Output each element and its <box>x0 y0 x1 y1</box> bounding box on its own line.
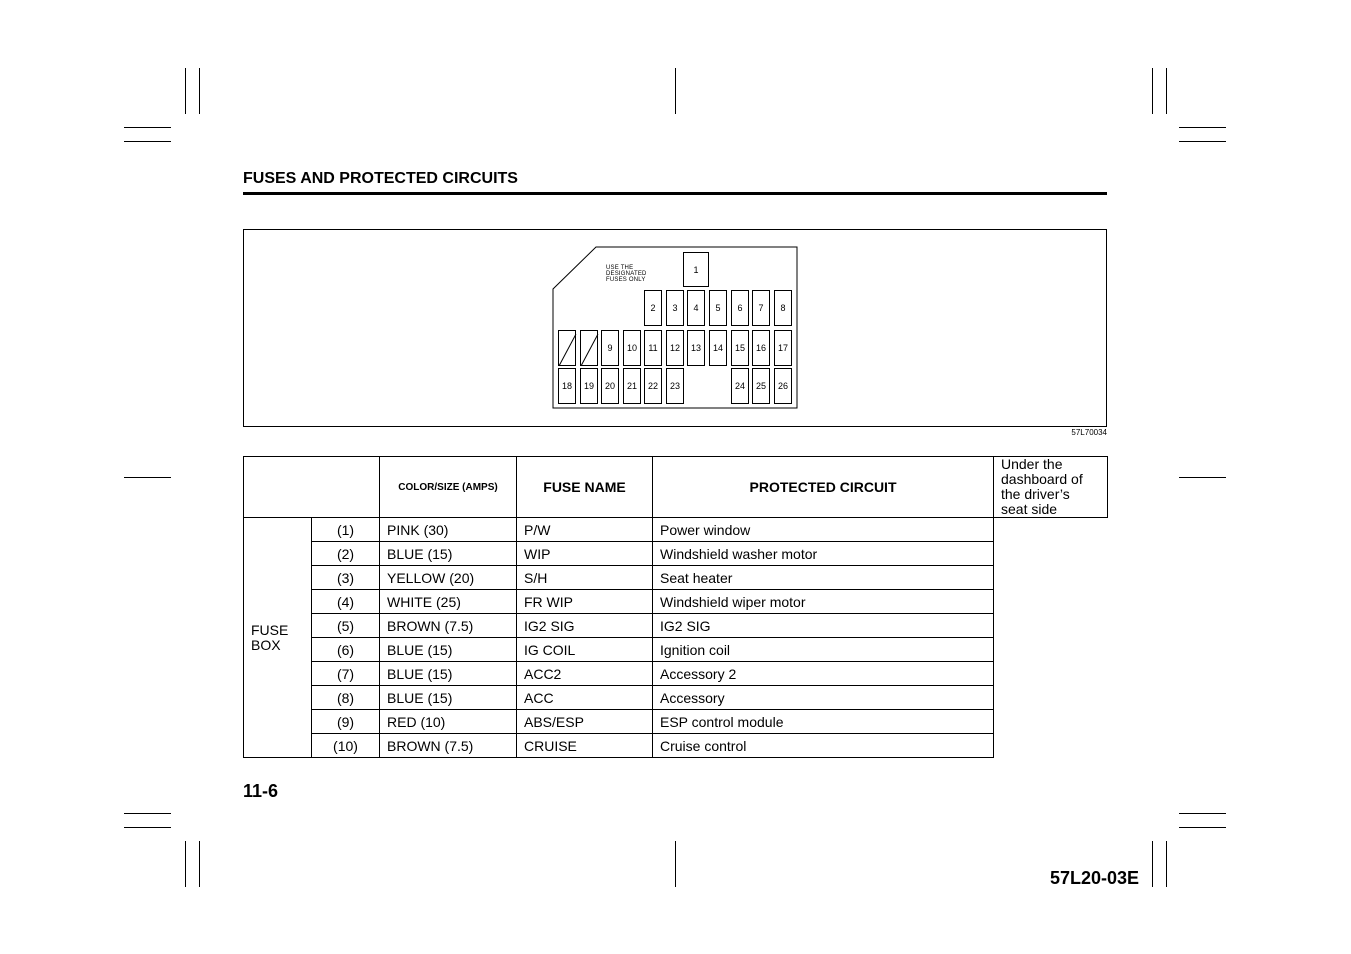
fuse-slot-19: 19 <box>580 368 598 404</box>
relay-slot <box>558 330 576 366</box>
fuse-slot-20: 20 <box>601 368 619 404</box>
fuse-slot-21: 21 <box>623 368 641 404</box>
fuse-slot-26: 26 <box>774 368 792 404</box>
fuse-number: (7) <box>312 662 380 686</box>
fuse-slot-8: 8 <box>774 290 792 326</box>
fuse-slot-1: 1 <box>683 252 709 287</box>
fuse-slot-11: 11 <box>644 330 662 366</box>
table-row <box>244 566 1108 590</box>
figure-code: 57L70034 <box>1071 428 1107 437</box>
fuse-circuit: Seat heater <box>653 566 994 590</box>
fuse-slot-16: 16 <box>752 330 770 366</box>
fuse-slot-13: 13 <box>687 330 705 366</box>
fuse-slot-10: 10 <box>623 330 641 366</box>
fuse-name: IG COIL <box>517 638 653 662</box>
fuse-name: FR WIP <box>517 590 653 614</box>
fuse-name: P/W <box>517 518 653 542</box>
fuse-number: (3) <box>312 566 380 590</box>
fuse-number: (8) <box>312 686 380 710</box>
fuse-name: WIP <box>517 542 653 566</box>
document-code: 57L20-03E <box>1050 868 1140 888</box>
location-cell: Under the dashboard of the driver’s seat side <box>994 457 1108 518</box>
fuse-warning-label: USE THE DESIGNATED FUSES ONLY <box>606 265 647 283</box>
fuse-color: PINK (30) <box>380 518 517 542</box>
fuse-box-figure <box>243 229 1107 427</box>
fuse-slot-5: 5 <box>709 290 727 326</box>
header-blank <box>244 457 380 518</box>
fuse-slot-15: 15 <box>731 330 749 366</box>
fuse-circuit: Windshield wiper motor <box>653 590 994 614</box>
page-number: 11-6 <box>243 781 279 801</box>
fuse-circuit: IG2 SIG <box>653 614 994 638</box>
title-rule <box>243 192 1107 195</box>
fuse-name: ABS/ESP <box>517 710 653 734</box>
table-row <box>244 518 1108 542</box>
fuse-slot-24: 24 <box>731 368 749 404</box>
fuse-slot-12: 12 <box>666 330 684 366</box>
fuse-number: (9) <box>312 710 380 734</box>
fuse-name: S/H <box>517 566 653 590</box>
fuse-number: (4) <box>312 590 380 614</box>
fuse-slot-22: 22 <box>644 368 662 404</box>
fuse-name: ACC2 <box>517 662 653 686</box>
fuse-circuit: Ignition coil <box>653 638 994 662</box>
fuse-color: BLUE (15) <box>380 542 517 566</box>
table-row <box>244 542 1108 566</box>
fuse-slot-6: 6 <box>731 290 749 326</box>
fuse-slot-2: 2 <box>644 290 662 326</box>
table-row <box>244 734 1108 758</box>
fuse-slot-7: 7 <box>752 290 770 326</box>
header-color-size: COLOR/SIZE (AMPS) <box>380 457 517 518</box>
fuse-box-label: FUSE BOX <box>244 518 312 758</box>
fuse-number: (5) <box>312 614 380 638</box>
fuse-number: (1) <box>312 518 380 542</box>
fuse-slot-17: 17 <box>774 330 792 366</box>
fuse-color: BLUE (15) <box>380 686 517 710</box>
fuse-name: CRUISE <box>517 734 653 758</box>
table-row <box>244 710 1108 734</box>
fuse-circuit: Accessory 2 <box>653 662 994 686</box>
fuse-slot-4: 4 <box>687 290 705 326</box>
fuse-number: (6) <box>312 638 380 662</box>
fuse-circuit: Power window <box>653 518 994 542</box>
fuse-color: BROWN (7.5) <box>380 734 517 758</box>
fuse-slot-14: 14 <box>709 330 727 366</box>
fuse-color: BROWN (7.5) <box>380 614 517 638</box>
relay-slot <box>580 330 598 366</box>
fuse-slot-18: 18 <box>558 368 576 404</box>
fuse-name: ACC <box>517 686 653 710</box>
fuse-color: YELLOW (20) <box>380 566 517 590</box>
section-title: FUSES AND PROTECTED CIRCUITS <box>243 170 518 187</box>
fuse-color: BLUE (15) <box>380 638 517 662</box>
fuse-table <box>243 456 1108 758</box>
fuse-slot-9: 9 <box>601 330 619 366</box>
fuse-slot-23: 23 <box>666 368 684 404</box>
fuse-circuit: Windshield washer motor <box>653 542 994 566</box>
fuse-number: (2) <box>312 542 380 566</box>
table-header-row <box>244 457 1108 518</box>
fuse-circuit: Cruise control <box>653 734 994 758</box>
table-row <box>244 638 1108 662</box>
header-fuse-name: FUSE NAME <box>517 457 653 518</box>
fuse-circuit: ESP control module <box>653 710 994 734</box>
fuse-color: BLUE (15) <box>380 662 517 686</box>
fuse-name: IG2 SIG <box>517 614 653 638</box>
header-protected-circuit: PROTECTED CIRCUIT <box>653 457 994 518</box>
fuse-slot-3: 3 <box>666 290 684 326</box>
fuse-color: RED (10) <box>380 710 517 734</box>
table-row <box>244 614 1108 638</box>
table-row <box>244 686 1108 710</box>
fuse-circuit: Accessory <box>653 686 994 710</box>
fuse-number: (10) <box>312 734 380 758</box>
fuse-color: WHITE (25) <box>380 590 517 614</box>
fuse-slot-25: 25 <box>752 368 770 404</box>
table-row <box>244 590 1108 614</box>
table-row <box>244 662 1108 686</box>
